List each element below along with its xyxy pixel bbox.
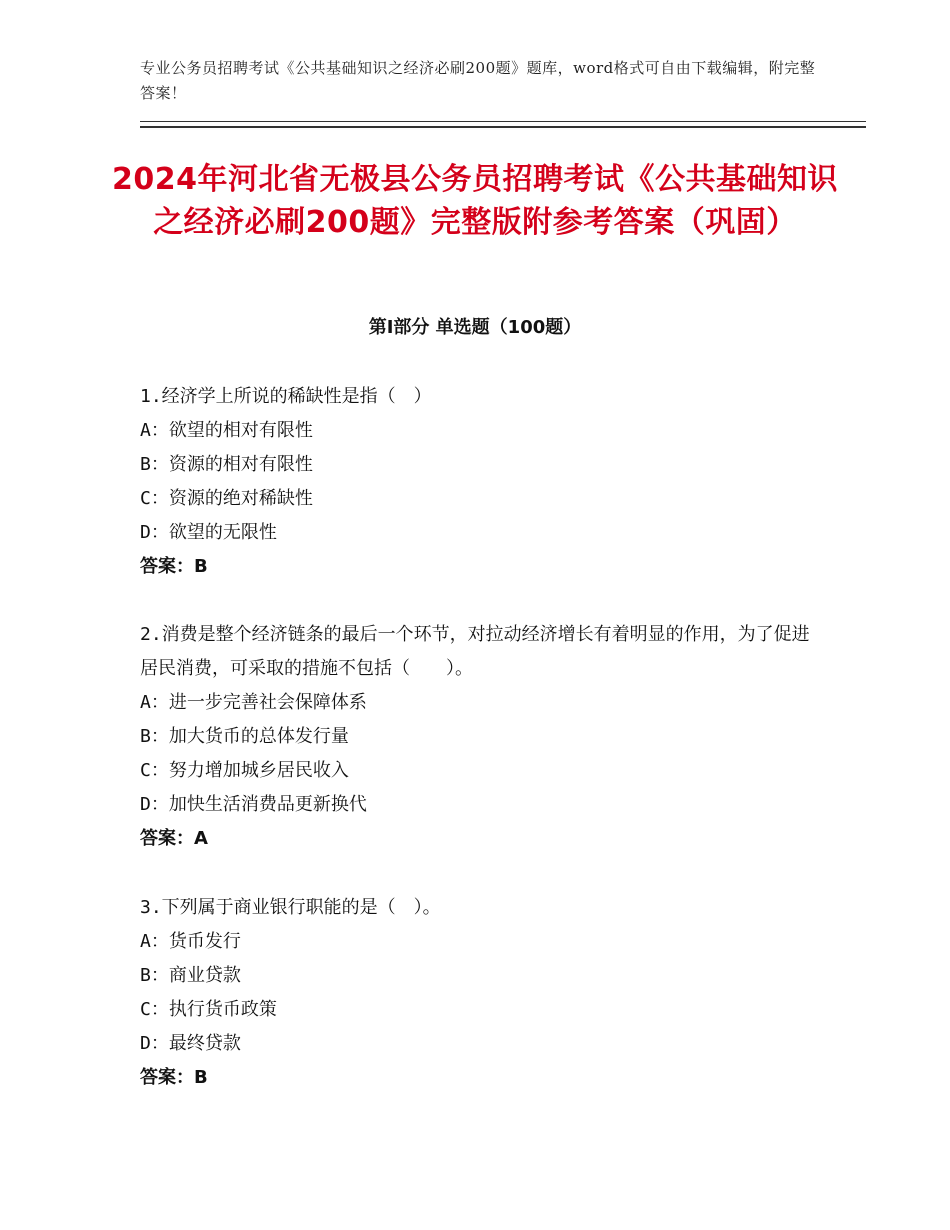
- section-title: 第Ⅰ部分 单选题（100题）: [368, 317, 582, 338]
- option-d: D：欲望的无限性: [140, 522, 277, 543]
- option-c: C：努力增加城乡居民收入: [140, 760, 349, 781]
- question-stem: 3.下列属于商业银行职能的是（ ）。: [140, 897, 441, 918]
- document-title: 2024年河北省无极县公务员招聘考试《公共基础知识之经济必刷200题》完整版附参考答案（巩固）: [112, 162, 838, 240]
- option-a: A：进一步完善社会保障体系: [140, 692, 367, 713]
- answer-label: 答案：B: [140, 1067, 208, 1088]
- question-1: [140, 380, 820, 584]
- question-stem: 1.经济学上所说的稀缺性是指（ ）: [140, 386, 432, 407]
- header-note: 专业公务员招聘考试《公共基础知识之经济必刷200题》题库，word格式可自由下载编辑，附完整答案！: [140, 59, 816, 102]
- question-stem: 2.消费是整个经济链条的最后一个环节，对拉动经济增长有着明显的作用，为了促进居民消费，可采取的措施不包括（ ）。: [140, 624, 810, 679]
- option-d: D：最终贷款: [140, 1033, 241, 1054]
- answer-label: 答案：A: [140, 828, 208, 849]
- option-b: B：商业贷款: [140, 965, 241, 986]
- option-d: D：加快生活消费品更新换代: [140, 794, 367, 815]
- answer-label: 答案：B: [140, 556, 208, 577]
- option-c: C：资源的绝对稀缺性: [140, 488, 313, 509]
- option-a: A：欲望的相对有限性: [140, 420, 313, 441]
- header-divider: [140, 121, 866, 128]
- option-b: B：资源的相对有限性: [140, 454, 313, 475]
- option-b: B：加大货币的总体发行量: [140, 726, 349, 747]
- option-a: A：货币发行: [140, 931, 241, 952]
- option-c: C：执行货币政策: [140, 999, 277, 1020]
- question-2: [140, 618, 820, 856]
- question-3: [140, 891, 820, 1095]
